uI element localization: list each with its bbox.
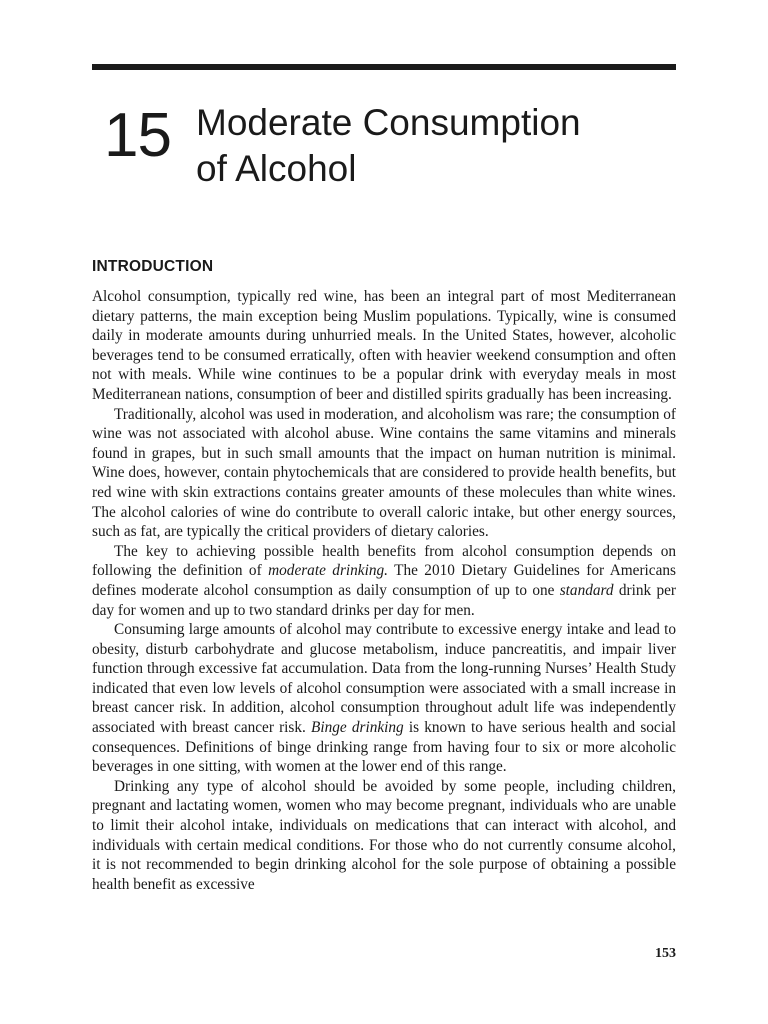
- chapter-title: [196, 100, 676, 192]
- paragraph-1: [92, 287, 676, 405]
- chapter-top-rule: [92, 64, 676, 70]
- paragraph-5: [92, 777, 676, 895]
- paragraph-text: The 2010 Dietary Guidelines for Americans defines moderate alcohol consumption as daily consumption of up to one: [92, 562, 676, 599]
- chapter-title-line-1: Moderate Consumption: [196, 102, 581, 143]
- paragraph-text: Traditionally, alcohol was used in moderation, and alcoholism was rare; the consumption of wine was not associated with alcohol abuse. Wine contains the same vitamins and minerals found in grapes, but in such small amounts that the impact on human nutrition is minimal. Wine does, however, contain phytochemicals that are considered to provide health benefits, but red wine with skin extractions contains greater amounts of these molecules than white wines. The alcohol calories of wine do contribute to overall caloric intake, but other energy sources, such as fat, are typically the critical providers of dietary calories.: [92, 405, 676, 541]
- emphasis-binge-drinking: Binge drinking: [311, 719, 404, 737]
- emphasis-standard: standard: [559, 581, 614, 599]
- paragraph-4: [92, 620, 676, 777]
- paragraph-text: Alcohol consumption, typically red wine, has been an integral part of most Mediterranean dietary patterns, the main exception being Muslim populations. Typically, wine is consumed daily in moderate amounts during unhurried meals. In the United States, however, alcoholic beverages tend to be consumed erratically, often with heavier weekend consumption and often not with meals. While wine continues to be a popular drink with everyday meals in most Mediterranean nations, consumption of beer and distilled spirits gradually has been increasing.: [92, 288, 676, 403]
- paragraph-2: [92, 405, 676, 542]
- paragraph-text: Drinking any type of alcohol should be avoided by some people, including children, pregnant and lactating women, women who may become pregnant, individuals who are unable to limit their alcohol intake, individuals on medications that can interact with alcohol, and individuals with certain medical conditions. For those who do not currently consume alcohol, it is not recommended to begin drinking alcohol for the sole purpose of obtaining a possible health benefit as excessive: [92, 777, 676, 893]
- emphasis-moderate-drinking: moderate drinking.: [268, 562, 388, 580]
- section-heading: INTRODUCTION: [92, 258, 214, 275]
- page-number: 153: [655, 946, 676, 961]
- paragraph-text: The key to achieving possible health benefits from alcohol consumption depends on following the definition of: [92, 542, 676, 580]
- paragraph-3: [92, 542, 676, 620]
- chapter-number: 15: [104, 101, 171, 170]
- paragraph-text: is known to have serious health and social consequences. Definitions of binge drinking range from having four to six or more alcoholic beverages in one sitting, with women at the lower end of this range.: [92, 719, 676, 776]
- paragraph-text: Consuming large amounts of alcohol may contribute to excessive energy intake and lead to obesity, disturb carbohydrate and glucose metabolism, induce pancreatitis, and impair liver function through excessive fat accumulation. Data from the long-running Nurses’ Health Study indicated that even low levels of alcohol consumption were associated with a small increase in breast cancer risk. In addition, alcohol consumption throughout adult life was independently associated with breast cancer risk.: [92, 621, 676, 737]
- chapter-title-line-2: of Alcohol: [196, 148, 357, 189]
- paragraph-text: drink per day for women and up to two standard drinks per day for men.: [92, 581, 676, 619]
- body-text: [92, 287, 676, 894]
